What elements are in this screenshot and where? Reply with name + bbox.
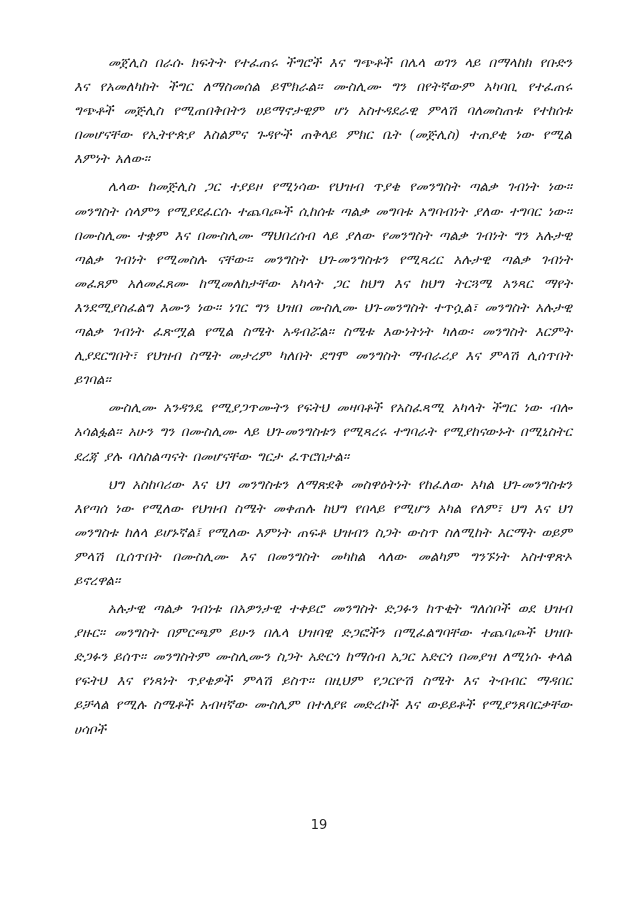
paragraph-2: ሌላው ከመጅሊስ ጋር ተያይዞ የሚነሳው የህዝብ ጥያቄ የመንግስት ጣልቃ ገብነት ነው። መንግስት ሰላምን የሚያደፈርሱ ተጨባጮች ሲከሰቱ ጣልቃ መግባቱ አግባብነት ያለው ተግባር ነው። በሙስሊሙ ተቋም እና በሙስሊሙ ማህበረሰብ ላይ ያለው የመንግስት ጣልቃ ገብነት ግን አሉታዊ ጣልቃ ገብነት የሚመስሉ ናቸው። መንግስት ህገ-መንግስቱን የሚጻረር አሉታዊ ጣልቃ ገብነት መፈጸም አለመፈጸሙ ከሚመለከታቸው አካላት ጋር ከህግ እና ከህግ ትርጓሜ አንጻር ማየት እንደሚያስፈልግ እሙን ነው። ነገር ግን ህዝበ ሙስሊሙ ህገ-መንግስት ተጥሷል፣ መንግስት አሉታዊ ጣልቃ ገብነት ፈጽሟል የሚል ስሜት አዳብሯል። ስሜቱ እውነትነት ካለው፡ መንግስት እርምት ሊያደርግበት፣ የህዝብ ስሜት መታረም ካለበት ደግሞ መንግስት ማብራሪያ እና ምላሽ ሊሰጥበት ይገባል። — [74, 180, 572, 389]
paragraph-3: ሙስሊሙ አንዳንዴ የሚያጋጥሙትን የፍትህ መዛባቶች የአስፈጻሚ አካላት ችግር ነው ብሎ አሳልፏል። አሁን ግን በሙስሊሙ ላይ ህገ-መንግስቱን የሚጻረሩ ተግባራት የሚያከናውኑት በሚኒስትር ደረጃ ያሉ ባለስልጣናት በመሆናቸው ግርታ ፈጥሮበታል። — [74, 401, 572, 465]
page-number: 19 — [310, 818, 328, 833]
paragraph-4: ህግ አስከባሪው እና ህገ መንግስቱን ለማጽደቅ መስዋዕትነት የከፈለው አካል ህገ-መንግስቱን እየጣሰ ነው የሚለው የህዝብ ስሜት መቀጠሉ ከህግ የበላይ የሚሆን አካል የለም፣ ህግ እና ህገ መንግስቱ ከለላ ይሆኑኛል፤ የሚለው እምነት ጠፍቶ ህዝብን ስጋት ውስጥ ስለሚከት እርማት ወይም ምላሽ ቢሰጥበት በሙስሊሙ እና በመንግስት መካከል ላለው መልካም ግንኙነት አስተዋጽኦ ይኖረዋል። — [74, 477, 572, 589]
paragraph-5: አሉታዊ ጣልቃ ገብነቱ በአዎንታዊ ተቀይሮ መንግስት ድጋፉን ከጥቂት ግለሰቦች ወደ ህዝብ ያዙር። መንግስት በምርጫም ይሁን በሌላ ህዝባዊ ድጋፎችን በሚፈልግባቸው ተጨባጮች ህዝቡ ድጋፉን ይሰጥ። መንግስትም ሙስሊሙን ስጋት አድርጎ ከማሰብ አጋር አድርጎ በመያዝ ለሚነሱ ቀላል የፍትህ እና የነጻነት ጥያቄዎች ምላሽ ይስጥ። በዚህም የጋርዮሽ ስሜት እና ትብብር ማዳበር ይቻላል የሚሉ ስሜቶች አብዛኛው ሙስሊም በተለያዩ መድረኮች እና ውይይቶች የሚያንጸባርቃቸው ሀሳቦች — [74, 602, 572, 738]
paragraph-1: መጀሊስ በራሱ ክፍትት የተፈጠሩ ችግሮች እና ግጭቶች በሌላ ወገን ላይ በማላከክ የቡድን እና የአመለካከት ችግር ለማስመሰል ይሞክራል። ሙስሊሙ ግን በየትኛውም አካባቢ የተፈጠሩ ግጭቶች መጅሊስ የሚጠበቅበትን ሀይማኖታዊም ሆነ አስተዳደራዊ ምላሽ ባለመስጠቱ የተከሰቱ በመሆናቸው የኢትዮጵያ እስልምና ጉዳዮች ጠቅላይ ምክር ቤት (መጅሊስ) ተጠያቂ ነው የሚል እምነት አለው። — [74, 56, 572, 168]
